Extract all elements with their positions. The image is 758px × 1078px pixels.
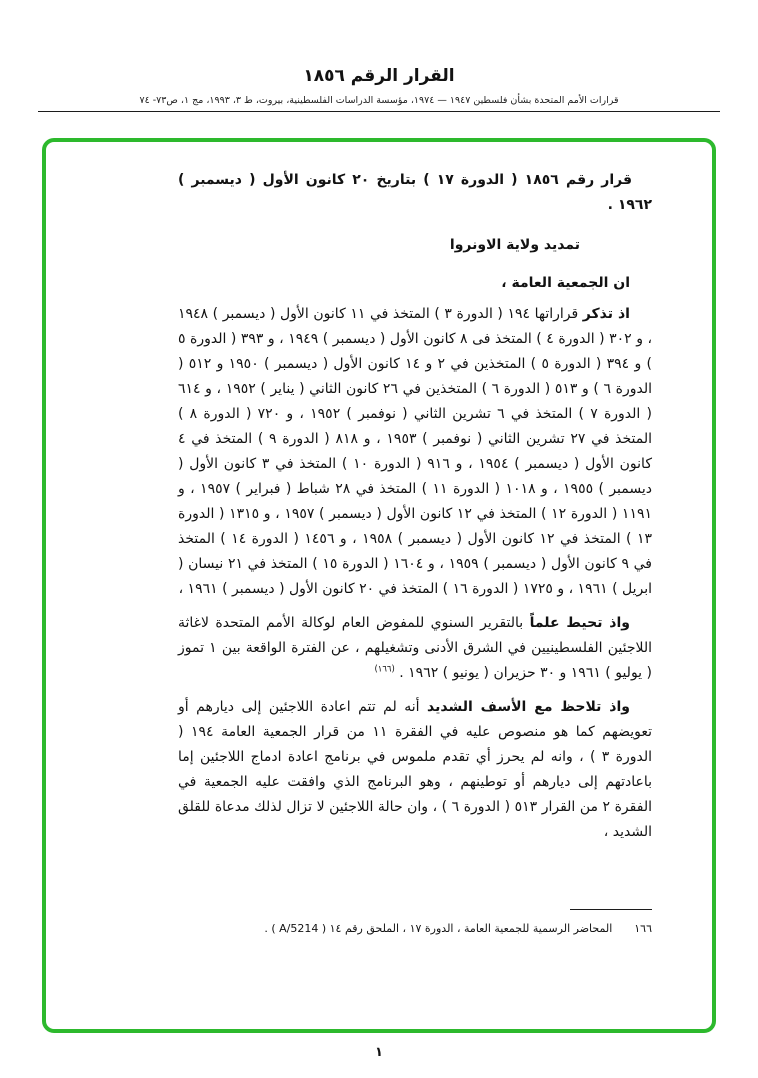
paragraph-text: بالتقرير السنوي للمفوض العام لوكالة الأمم المتحدة لاغاثة اللاجئين الفلسطينيين في الشرق الأدنى وتشغيلهم ، عن الفترة الواقعة بين ١ تموز ( يوليو ) ١٩٦١ و ٣٠ حزيران ( يونيو ) ١٩٦٢ . [178,615,653,681]
resolution-heading: قرار رقم ١٨٥٦ ( الدورة ١٧ ) بتاريخ ٢٠ كانون الأول ( ديسمبر ) ١٩٦٢ . [178,172,652,213]
header-divider [38,111,720,112]
footnote-number: ١٦٦ [634,922,652,935]
footnote-text: المحاضر الرسمية للجمعية العامة ، الدورة ١٧ ، الملحق رقم ١٤ ( A/5214 ) . [264,922,613,935]
page-title: القرار الرقم ١٨٥٦ [303,66,455,86]
paragraph-recalling [178,302,652,602]
footnote [178,909,652,937]
paragraph-lead: اذ تذكر [582,306,630,322]
document-frame [42,138,716,1033]
footnote-line [178,920,652,937]
opening-line: ان الجمعية العامة ، [501,275,630,291]
page-header [0,0,758,112]
paragraph-text: أنه لم تتم اعادة اللاجئين إلى ديارهم أو تعويضهم كما هو منصوص عليه في الفقرة ١١ من قرار الجمعية العامة ١٩٤ ( الدورة ٣ ) ، وانه لم يحرز أي تقدم ملموس في برنامج اعادة ادماج اللاجئين إما باعادتهم إلى ديارهم أو توطينهم ، وهو البرنامج الذي وافقت عليه الجمعية في الفقرة ٢ من القرار ٥١٣ ( الدورة ٦ ) ، وان حالة اللاجئين لا تزال لذلك مدعاة للقلق الشديد ، [178,699,652,840]
footnote-divider [570,909,652,910]
paragraph-noting-regret [178,695,652,845]
paragraph-text: قراراتها ١٩٤ ( الدورة ٣ ) المتخذ في ١١ كانون الأول ( ديسمبر ) ١٩٤٨ ، و ٣٠٢ ( الدورة ٤ ) المتخذ فى ٨ كانون الأول ( ديسمبر ) ١٩٤٩ ، و ٣٩٣ ( الدورة ٥ ) و ٣٩٤ ( الدورة ٥ ) المتخذين في ٢ و ١٤ كانون الأول ( ديسمبر ) ١٩٥٠ و ٥١٢ ( الدورة ٦ ) و ٥١٣ ( الدورة ٦ ) المتخذين في ٢٦ كانون الثاني ( يناير ) ١٩٥٢ ، و ٦١٤ ( الدورة ٧ ) المتخذ في ٦ تشرين الثاني ( نوفمبر ) ١٩٥٢ ، و ٧٢٠ ( الدورة ٨ ) المتخذ في ٢٧ تشرين الثاني ( نوفمبر ) ١٩٥٣ ، و ٨١٨ ( الدورة ٩ ) المتخذ في ٤ كانون الأول ( ديسمبر ) ١٩٥٤ ، و ٩١٦ ( الدورة ١٠ ) المتخذ في ٣ كانون الأول ( ديسمبر ) ١٩٥٥ ، و ١٠١٨ ( الدورة ١١ ) المتخذ في ٢٨ شباط ( فبراير ) ١٩٥٧ ، و ١١٩١ ( الدورة ١٢ ) المتخذ في ١٢ كانون الأول ( ديسمبر ) ١٩٥٧ ، و ١٣١٥ ( الدورة ١٣ ) المتخذ في ١٢ كانون الأول ( ديسمبر ) ١٩٥٨ ، و ١٤٥٦ ( الدورة ١٤ ) المتخذ في ٩ كانون الأول ( ديسمبر ) ١٩٥٩ ، و ١٦٠٤ ( الدورة ١٥ ) المتخذ في ٢١ نيسان ( ابريل ) ١٩٦١ ، و ١٧٢٥ ( الدورة ١٦ ) المتخذ في ٢٠ كانون الأول ( ديسمبر ) ١٩٦١ ، [178,306,652,597]
footnote-reference: (١٦٦) [374,664,395,675]
document-body [46,142,712,884]
resolution-subtitle: تمديد ولاية الاونروا [449,237,580,253]
page-number: ١ [375,1045,383,1060]
paragraph-taking-note [178,611,652,686]
paragraph-lead: واذ تلاحظ مع الأسف الشديد [427,699,630,715]
paragraph-lead: واذ تحيط علماً [529,615,630,631]
source-citation: قرارات الأمم المتحدة بشأن فلسطين ١٩٤٧ — ١٩٧٤، مؤسسة الدراسات الفلسطينية، بيروت، ط ٣، ١٩٩٣، مج ١، ص٧٣- ٧٤ [139,95,619,106]
